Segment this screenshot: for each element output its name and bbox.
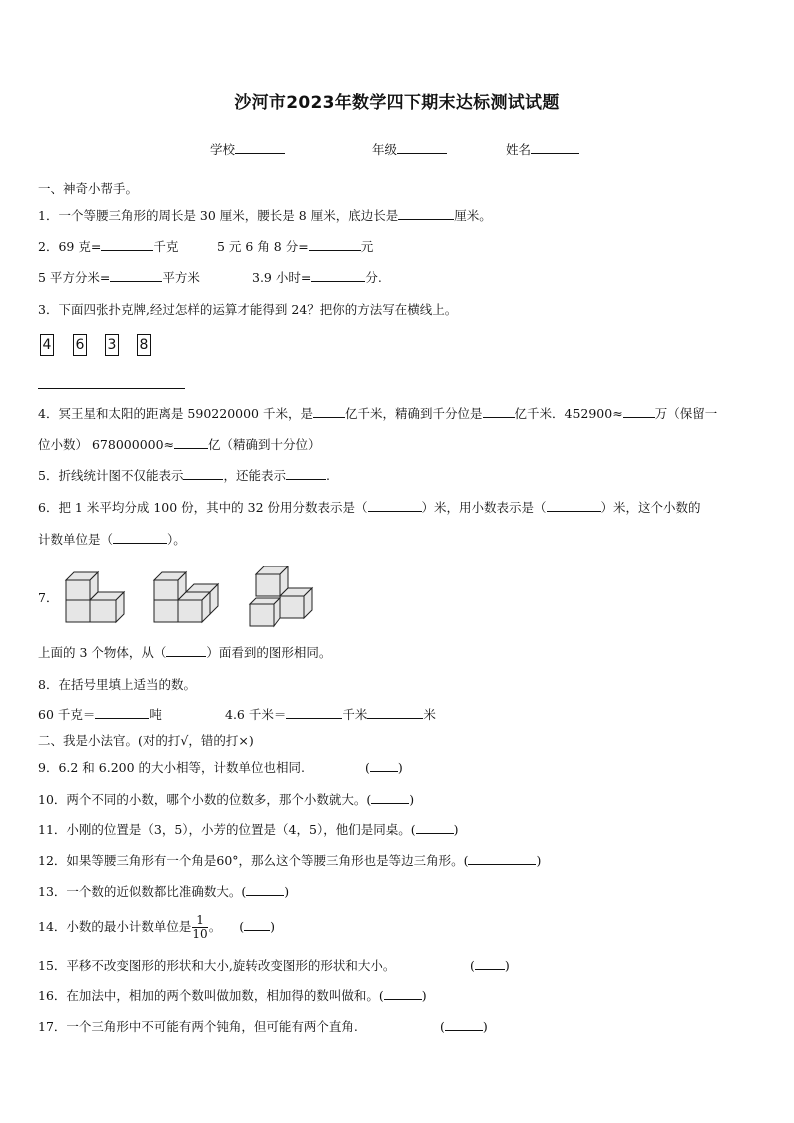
question-10: 10．两个不同的小数，哪个小数的位数多，那个小数就大。( )	[38, 792, 415, 807]
question-9-answer[interactable]: ( )	[365, 760, 403, 775]
school-blank[interactable]	[235, 142, 285, 154]
school-label: 学校	[210, 142, 236, 157]
school-field[interactable]	[210, 140, 285, 158]
answer-blank[interactable]	[384, 988, 422, 1000]
answer-blank[interactable]	[445, 1019, 483, 1031]
answer-blank[interactable]	[475, 958, 505, 970]
answer-blank[interactable]	[416, 822, 454, 834]
page-title: 沙河市2023年数学四下期末达标测试试题	[234, 93, 560, 113]
question-12: 12．如果等腰三角形有一个角是60°，那么这个等腰三角形也是等边三角形。( )	[38, 853, 542, 868]
playing-card-2: 6	[73, 334, 87, 356]
question-17-answer[interactable]: ( )	[440, 1019, 488, 1034]
answer-blank[interactable]	[244, 919, 270, 931]
question-3: 3．下面四张扑克牌,经过怎样的运算才能得到 24？把你的方法写在横线上。	[38, 302, 458, 317]
question-1: 1．一个等腰三角形的周长是 30 厘米，腰长是 8 厘米，底边长是 厘米。	[38, 208, 492, 223]
playing-card-4: 8	[137, 334, 151, 356]
question-8-part-2: 4.6 千米＝ 千米 米	[225, 707, 436, 722]
playing-card-1: 4	[40, 334, 54, 356]
question-6-line-2: 计数单位是（ ）。	[38, 532, 186, 547]
answer-blank[interactable]	[483, 406, 515, 418]
question-6-line-1: 6．把 1 米平均分成 100 份，其中的 32 份用分数表示是（ ）米，用小数表示是（ ）米，这个小数的	[38, 500, 701, 515]
answer-blank[interactable]	[370, 760, 398, 772]
question-8: 8．在括号里填上适当的数。	[38, 677, 196, 692]
cube-figure-2	[154, 572, 218, 622]
answer-blank[interactable]	[166, 645, 206, 657]
name-label: 姓名	[506, 142, 532, 157]
question-4-line-1: 4．冥王星和太阳的距离是 590220000 千米，是 亿千米，精确到千分位是 亿千米．452900≈ 万（保留一	[38, 406, 718, 421]
answer-blank[interactable]	[368, 500, 422, 512]
playing-card-3: 3	[105, 334, 119, 356]
question-2-line-1: 2．69 克= 千克	[38, 239, 179, 254]
answer-blank[interactable]	[309, 239, 361, 251]
question-5: 5．折线统计图不仅能表示 ，还能表示 .	[38, 468, 330, 483]
question-15-answer[interactable]: ( )	[470, 958, 510, 973]
answer-blank[interactable]	[286, 468, 326, 480]
section-one-heading: 一、神奇小帮手。	[38, 181, 139, 196]
cube-figure-3	[250, 566, 312, 626]
answer-blank[interactable]	[311, 270, 365, 282]
answer-blank[interactable]	[110, 270, 162, 282]
answer-blank[interactable]	[398, 208, 454, 220]
answer-blank[interactable]	[246, 884, 284, 896]
question-9: 9．6.2 和 6.200 的大小相等，计数单位也相同.	[38, 760, 306, 775]
question-2-part-2: 5 元 6 角 8 分= 元	[217, 239, 374, 254]
answer-blank[interactable]	[547, 500, 601, 512]
name-blank[interactable]	[531, 142, 579, 154]
question-14: 14．小数的最小计数单位是 $\frac{1}{10}$ 。 ( )	[38, 913, 275, 941]
question-15: 15．平移不改变图形的形状和大小,旋转改变图形的形状和大小。	[38, 958, 396, 973]
grade-field[interactable]	[372, 140, 447, 158]
fraction-one-tenth: $\frac{1}{10}$	[192, 913, 208, 941]
answer-blank[interactable]	[367, 707, 423, 719]
answer-blank[interactable]	[371, 792, 409, 804]
question-11: 11．小刚的位置是（3，5），小芳的位置是（4，5），他们是同桌。( )	[38, 822, 459, 837]
answer-blank[interactable]	[623, 406, 655, 418]
cube-figures	[60, 566, 320, 630]
grade-blank[interactable]	[397, 142, 447, 154]
name-field[interactable]	[506, 140, 579, 158]
answer-blank[interactable]	[174, 437, 208, 449]
answer-blank[interactable]	[183, 468, 223, 480]
question-2-line-2: 5 平方分米= 平方米	[38, 270, 200, 285]
answer-blank[interactable]	[313, 406, 345, 418]
question-7-number: 7．	[38, 590, 59, 605]
cube-figure-1	[66, 572, 124, 622]
answer-blank[interactable]	[113, 532, 167, 544]
grade-label: 年级	[372, 142, 398, 157]
section-two-heading: 二、我是小法官。(对的打√，错的打×)	[38, 733, 254, 748]
question-3-answer-line[interactable]	[38, 388, 185, 389]
answer-blank[interactable]	[95, 707, 149, 719]
question-16: 16．在加法中，相加的两个数叫做加数，相加得的数叫做和。( )	[38, 988, 427, 1003]
question-13: 13．一个数的近似数都比准确数大。( )	[38, 884, 290, 899]
question-4-line-2: 位小数） 678000000≈ 亿（精确到十分位）	[38, 437, 321, 452]
question-7-text: 上面的 3 个物体，从（ ）面看到的图形相同。	[38, 645, 332, 660]
answer-blank[interactable]	[286, 707, 342, 719]
answer-blank[interactable]	[101, 239, 153, 251]
answer-blank[interactable]	[468, 853, 536, 865]
question-17: 17．一个三角形中不可能有两个钝角，但可能有两个直角.	[38, 1019, 358, 1034]
question-2-part-4: 3.9 小时= 分.	[252, 270, 382, 285]
question-8-part-1: 60 千克＝ 吨	[38, 707, 162, 722]
